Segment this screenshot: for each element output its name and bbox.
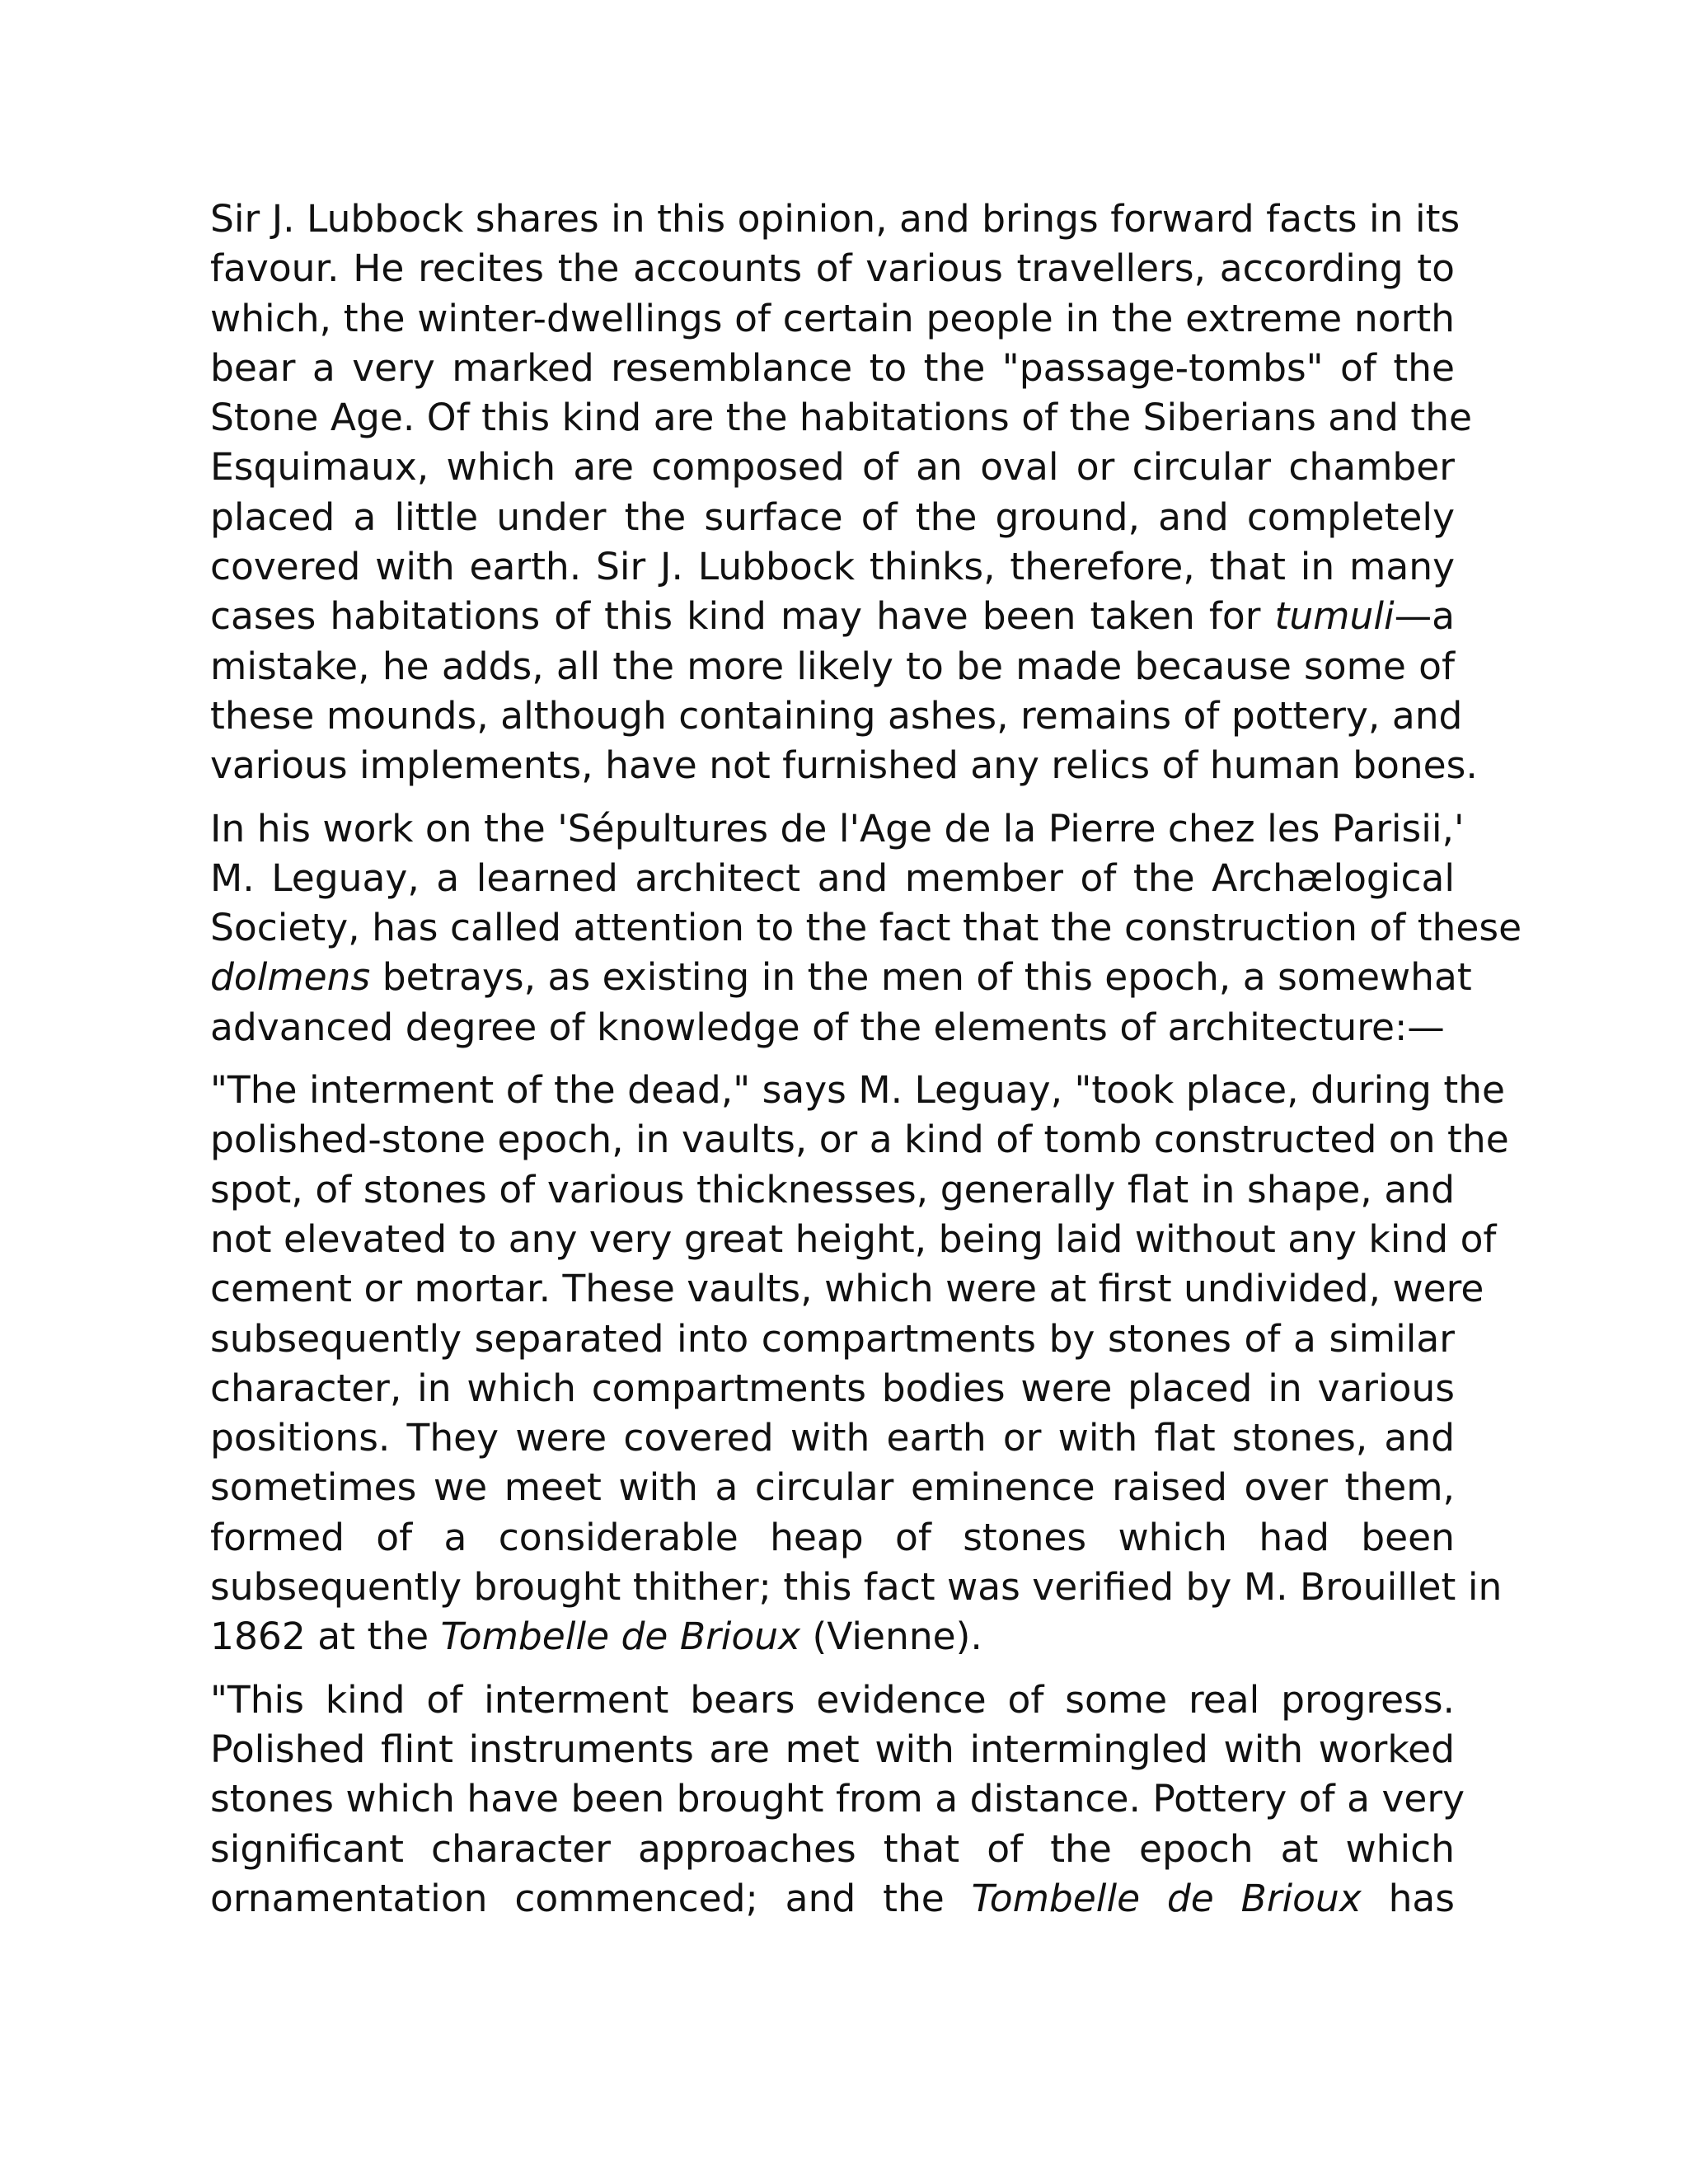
text-line: stones which have been brought from a distance. Pottery of a very <box>210 1777 1465 1821</box>
paragraph-3 <box>210 1066 1509 1662</box>
paragraph-1 <box>210 194 1478 791</box>
text-line: "This kind of interment bears evidence of some real progress. <box>210 1677 1455 1722</box>
text-line: Society, has called attention to the fact that the construction of these <box>210 906 1522 950</box>
document-page <box>210 194 1522 1937</box>
text-line <box>210 953 1472 1002</box>
text-line: Esquimaux, which are composed of an oval or circular chamber <box>210 445 1455 490</box>
text-line: mistake, he adds, all the more likely to be made because some of <box>210 644 1455 688</box>
text-line: these mounds, although containing ashes, remains of pottery, and <box>210 693 1463 738</box>
text-line <box>210 1612 1455 1661</box>
text-line: Stone Age. Of this kind are the habitations of the Siberians and the <box>210 396 1473 440</box>
text-line: spot, of stones of various thicknesses, generally flat in shape, and <box>210 1167 1455 1212</box>
text-line: advanced degree of knowledge of the elements of architecture:— <box>210 1005 1445 1049</box>
text-line: which, the winter-dwellings of certain people in the extreme north <box>210 296 1455 340</box>
text-line: significant character approaches that of the epoch at which <box>210 1826 1455 1871</box>
text-run: 1862 at the <box>210 1615 441 1659</box>
italic-term: Tombelle de Brioux <box>440 1615 801 1659</box>
text-line: Sir J. Lubbock shares in this opinion, and brings forward facts in its <box>210 197 1461 241</box>
text-line: In his work on the 'Sépultures de l'Age de la Pierre chez les Parisii,' <box>210 806 1465 851</box>
italic-term: Tombelle de Brioux <box>971 1876 1362 1920</box>
text-line <box>210 1874 1455 1924</box>
text-line: M. Leguay, a learned architect and member of the Archælogical <box>210 855 1455 900</box>
text-line: "The interment of the dead," says M. Leguay, "took place, during the <box>210 1068 1506 1113</box>
text-line: character, in which compartments bodies were placed in various <box>210 1366 1455 1410</box>
italic-term: tumuli <box>1274 594 1395 639</box>
text-line: placed a little under the surface of the ground, and completely <box>210 494 1455 539</box>
text-run: cases habitations of this kind may have been taken for <box>210 594 1275 639</box>
text-line: positions. They were covered with earth or with flat stones, and <box>210 1416 1455 1460</box>
text-line: polished-stone epoch, in vaults, or a kind of tomb constructed on the <box>210 1118 1509 1162</box>
text-line: Polished flint instruments are met with intermingled with worked <box>210 1727 1455 1771</box>
text-line <box>210 592 1455 641</box>
text-line: formed of a considerable heap of stones which had been <box>210 1515 1455 1559</box>
italic-term: dolmens <box>210 955 371 1000</box>
text-line: not elevated to any very great height, being laid without any kind of <box>210 1216 1497 1261</box>
text-line: favour. He recites the accounts of various travellers, according to <box>210 246 1455 291</box>
text-run: betrays, as existing in the men of this epoch, a somewhat <box>370 955 1472 1000</box>
text-line: cement or mortar. These vaults, which were at first undivided, were <box>210 1267 1484 1311</box>
text-line: sometimes we meet with a circular eminence raised over them, <box>210 1465 1455 1510</box>
paragraph-4 <box>210 1675 1465 1924</box>
text-line: subsequently separated into compartments by stones of a similar <box>210 1316 1455 1361</box>
text-line: subsequently brought thither; this fact was verified by M. Brouillet in <box>210 1565 1503 1610</box>
text-run: (Vienne). <box>800 1615 982 1659</box>
text-line: various implements, have not furnished any relics of human bones. <box>210 743 1478 788</box>
text-line: covered with earth. Sir J. Lubbock thinks, therefore, that in many <box>210 545 1455 589</box>
text-run: has <box>1361 1876 1456 1920</box>
paragraph-2 <box>210 804 1522 1052</box>
text-run: —a <box>1394 594 1455 639</box>
text-run: ornamentation commenced; and the <box>210 1876 972 1920</box>
text-line: bear a very marked resemblance to the "passage-tombs" of the <box>210 345 1455 390</box>
